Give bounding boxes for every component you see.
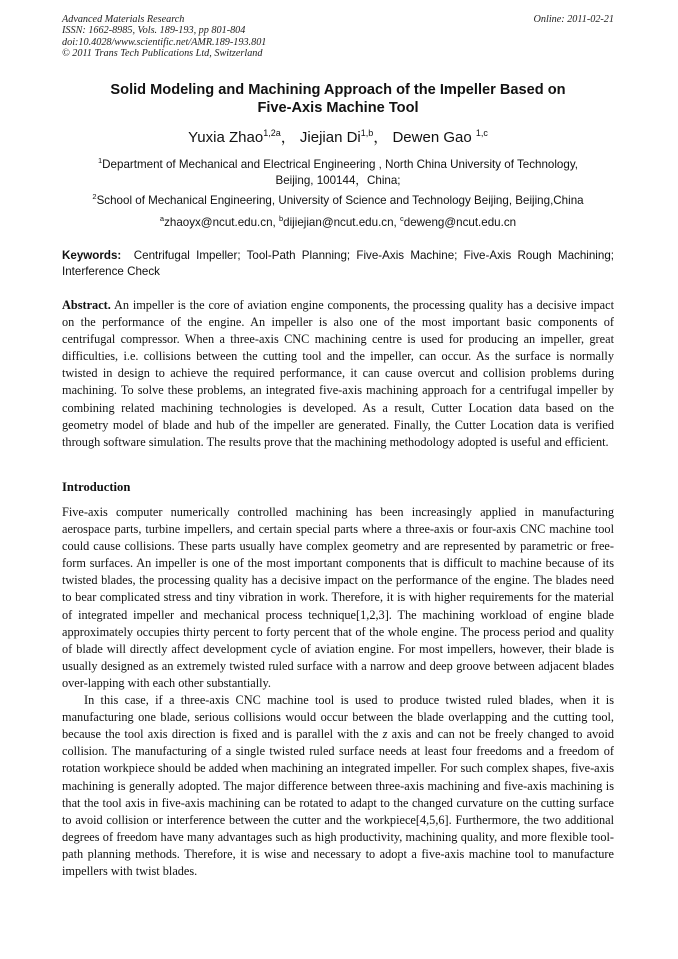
email-2[interactable]: dijiejian@ncut.edu.cn [283, 215, 394, 229]
email-line [62, 211, 614, 231]
journal-name: Advanced Materials Research [62, 14, 185, 25]
abstract-block [62, 297, 614, 451]
keywords-text: Centrifugal Impeller; Tool-Path Planning; Five-Axis Machine; Five-Axis Rough Machining; Interference Check [62, 249, 614, 278]
author-sep: ， [280, 129, 296, 146]
introduction-heading: Introduction [62, 480, 131, 494]
email-2-sup: b [278, 214, 284, 223]
email-sep: , [272, 215, 279, 229]
introduction-paragraph-1: Five-axis computer numerically controlled machining has been increasingly applied in manufacturing aerospace parts, turbine impellers, and certain special parts where a three-axis or four-axis CNC machine tool could cause collisions. These parts usually have complex geometry and are represented by parametric or free-form surfaces. An impeller is one of the most important components that is difficult to machine because of its twisted blades, the processing quality has a decisive impact on the performance of the engine. The blades need to bear complicated stress and tiny vibration in work. Therefore, it is with higher requirements for the material of integrated impeller and mechanical process technique[1,2,3]. The machining workload of engine blade approximately occupies thirty percent to forty percent that of the whole engine. The process period and quality of blade will directly affect development cycle of aviation engine. For most impellers, however, their blade is usually designed as an extremely twisted ruled surface with a narrow and deep groove between adjacent blades over-lapping with each other substantially. [62, 505, 614, 690]
abstract-label: Abstract. [62, 298, 111, 312]
email-1-sup: a [159, 214, 165, 223]
z-axis-variable: z [382, 727, 388, 742]
title-line-1: Solid Modeling and Machining Approach of the Impeller Based on [110, 82, 566, 98]
affiliation-2-text: School of Mechanical Engineering, University of Science and Technology Beijing, Beijing,China [96, 193, 584, 207]
author-3-sup: 1,c [475, 128, 488, 138]
email-3-sup: c [400, 214, 404, 223]
doi-line: doi:10.4028/www.scientific.net/AMR.189-193.801 [62, 36, 267, 48]
title-line-2: Five-Axis Machine Tool [257, 100, 419, 116]
keywords-label: Keywords: [62, 249, 122, 262]
author-3-name: Dewen Gao [392, 129, 472, 146]
abstract-text: An impeller is the core of aviation engine components, the processing quality has a decisive impact on the performance of the engine. An impeller is also one of the most important basic components of centrifugal compressor. When a three-axis CNC machining centre is used for producing an impeller, great difficulties, i.e. collisions between the cutting tool and the impeller, can occur. As the surface is normally twisted in design to achieve the required performance, it can cause overcut and collision problems during machining. To solve these problems, an integrated five-axis machining approach for a centrifugal impeller by combining related machining technologies is developed. As a result, Cutter Location data based on the geometry model of blade and hub of the impeller are generated. Finally, the Cutter Location data is verified through software simulation. The results prove that the machining methodology adopted is useful and efficient. [62, 298, 614, 449]
author-1-name: Yuxia Zhao [188, 129, 264, 146]
paragraph-2-part-1: In this case, if a three-axis CNC machine tool is used to produce twisted ruled blades, when it is manufacturing one blade, serious collisions would occur between the blade overlapping and the cutting tool, because the tool axis direction is fixed and is parallel with the [62, 693, 614, 742]
affiliation-1 [62, 153, 614, 189]
online-date: Online: 2011-02-21 [533, 14, 614, 25]
email-1[interactable]: zhaoyx@ncut.edu.cn [164, 215, 273, 229]
author-2-sup: 1,b [360, 128, 374, 138]
author-2-name: Jiejian Di [299, 129, 361, 146]
paper-title [62, 81, 614, 117]
introduction-body [62, 504, 614, 880]
journal-header [62, 14, 614, 60]
author-1-sup: 1,2a [263, 128, 281, 138]
affiliation-2-sup: 2 [92, 192, 97, 201]
author-list [62, 123, 614, 148]
issn-line: ISSN: 1662-8985, Vols. 189-193, pp 801-804 [62, 25, 246, 37]
paragraph-2-part-2: axis and can not be freely changed to avoid collision. The manufacturing of a single twisted ruled surface needs at least four freedoms and a freedom of rotation workpiece should be added when machining an integrated impeller. For such complex shapes, five-axis machining is generally adopted. The major difference between three-axis machining and five-axis machining is that the tool axis in five-axis machining can be rotated to adapt to the changed curvature on the cutting surface to avoid collision or interference between the cutter and the workpiece[4,5,6]. Furthermore, the two additional degrees of freedom have many advantages such as high productivity, machining quality, and more flexible tool-path planning methods. Therefore, it is wise and necessary to adopt a five-axis machine tool to manufacture impellers with twist blades. [62, 727, 615, 878]
author-sep: ， [373, 129, 389, 146]
affiliation-1-sup: 1 [98, 156, 103, 165]
affiliation-2 [62, 189, 614, 209]
keywords-block [62, 248, 614, 279]
email-sep: , [393, 215, 400, 229]
affiliation-1-line-1: Department of Mechanical and Electrical Engineering , North China University of Technology, [102, 157, 578, 171]
affiliation-1-line-2: Beijing, 100144，China; [275, 173, 401, 187]
email-3[interactable]: deweng@ncut.edu.cn [403, 215, 517, 229]
introduction-paragraph-2 [62, 692, 614, 880]
copyright-line: © 2011 Trans Tech Publications Ltd, Switzerland [62, 48, 263, 60]
